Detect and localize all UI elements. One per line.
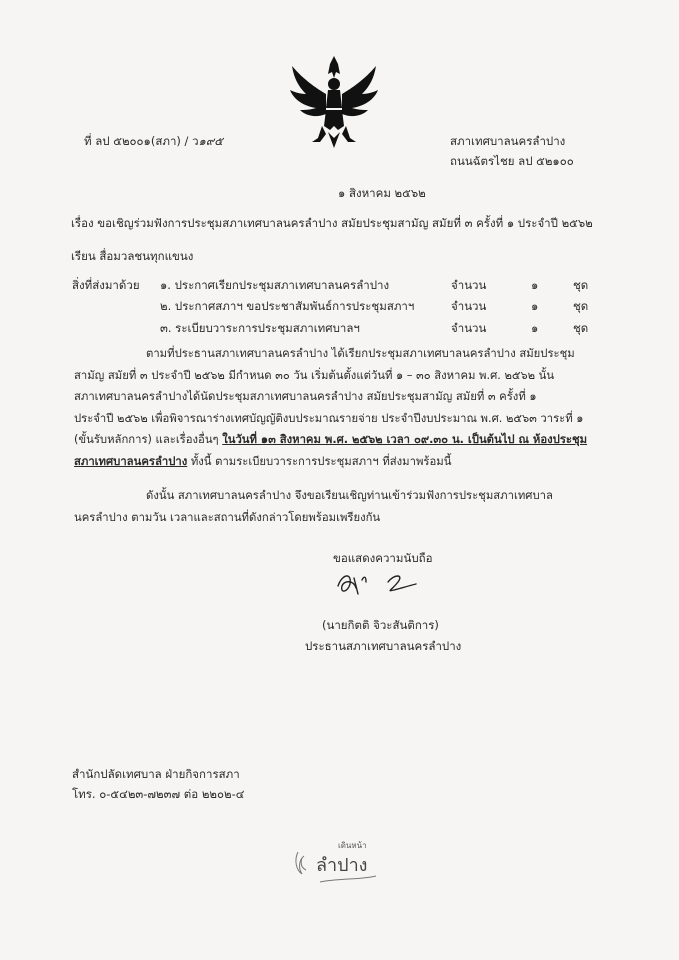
enclosure-item-qty: ๑: [531, 278, 539, 292]
enclosure-item-unit: ชุด: [573, 299, 589, 313]
enclosure-item-text: ๓. ระเบียบวาระการประชุมสภาเทศบาลฯ: [160, 321, 360, 335]
body-paragraph-2: [74, 485, 614, 528]
logo-tagline: เดินหน้า: [338, 841, 367, 850]
document-number: ที่ ลป ๕๒๐๐๑(สภา) / ว๑๙๕: [84, 134, 223, 148]
office-name: สภาเทศบาลนครลำปาง: [450, 134, 566, 148]
body-paragraph-1: [74, 343, 614, 472]
body-line-text: ทั้งนี้ ตามระเบียบวาระการประชุมสภาฯ ที่ส่งมาพร้อมนี้: [187, 454, 452, 468]
signatory-position: ประธานสภาเทศบาลนครลำปาง: [305, 639, 462, 653]
signatory-name: (นายกิตติ จิวะสันติการ): [322, 618, 439, 632]
enclosure-item-qty-label: จำนวน: [451, 278, 487, 292]
body-line: ประจำปี ๒๕๖๒ เพื่อพิจารณาร่างเทศบัญญัติงบประมาณรายจ่าย ประจำปีงบประมาณ พ.ศ. ๒๕๖๓ วาระที่ ๑: [74, 411, 584, 425]
footer-department: สำนักปลัดเทศบาล ฝ่ายกิจการสภา: [72, 767, 240, 781]
body-line: นครลำปาง ตามวัน เวลาและสถานที่ดังกล่าวโดยพร้อมเพรียงกัน: [74, 510, 381, 524]
meeting-datetime-highlight: ในวันที่ ๑๓ สิงหาคม พ.ศ. ๒๕๖๒ เวลา ๐๙.๓๐ น. เป็นต้นไป ณ ห้องประชุม: [222, 433, 588, 446]
office-address: ถนนฉัตรไชย ลป ๕๒๑๐๐: [450, 154, 574, 168]
enclosure-item-qty: ๑: [531, 321, 539, 335]
closing-salutation: ขอแสดงความนับถือ: [333, 551, 433, 565]
body-line-text: (ขั้นรับหลักการ) และเรื่องอื่นๆ: [74, 433, 223, 446]
enclosure-item-unit: ชุด: [573, 321, 589, 335]
signature-icon: [332, 568, 432, 598]
document-date: ๑ สิงหาคม ๒๕๖๒: [338, 186, 426, 200]
enclosure-item-qty: ๑: [531, 299, 539, 313]
footer-phone: โทร. ๐-๕๔๒๓-๗๒๓๗ ต่อ ๒๒๐๒-๔: [72, 787, 245, 801]
body-line: สามัญ สมัยที่ ๓ ประจำปี ๒๕๖๒ มีกำหนด ๓๐ วัน เริ่มต้นตั้งแต่วันที่ ๑ – ๓๐ สิงหาคม พ.ศ. ๒๕๖๒ นั้น: [74, 368, 555, 382]
body-line: ตามที่ประธานสภาเทศบาลนครลำปาง ได้เรียกประชุมสภาเทศบาลนครลำปาง สมัยประชุม: [146, 347, 575, 360]
enclosures-label: สิ่งที่ส่งมาด้วย: [72, 278, 140, 292]
body-line: สภาเทศบาลนครลำปางได้นัดประชุมสภาเทศบาลนครลำปาง สมัยประชุมสามัญ สมัยที่ ๓ ครั้งที่ ๑: [74, 390, 537, 403]
garuda-emblem-icon: [282, 52, 386, 152]
enclosure-item-unit: ชุด: [573, 278, 589, 292]
body-line: [74, 451, 614, 473]
body-line: [74, 429, 614, 451]
body-line: ดังนั้น สภาเทศบาลนครลำปาง จึงขอเรียนเชิญท่านเข้าร่วมฟังการประชุมสภาเทศบาล: [146, 489, 553, 502]
meeting-place-highlight: สภาเทศบาลนครลำปาง: [74, 454, 188, 468]
logo-wordmark: ลำปาง: [316, 855, 368, 876]
enclosure-item-qty-label: จำนวน: [451, 321, 487, 335]
enclosure-item-text: ๑. ประกาศเรียกประชุมสภาเทศบาลนครลำปาง: [160, 278, 390, 292]
enclosure-item-qty-label: จำนวน: [451, 299, 487, 313]
enclosure-item-text: ๒. ประกาศสภาฯ ขอประชาสัมพันธ์การประชุมสภาฯ: [160, 299, 415, 313]
document-subject: เรื่อง ขอเชิญร่วมฟังการประชุมสภาเทศบาลนครลำปาง สมัยประชุมสามัญ สมัยที่ ๓ ครั้งที่ ๑ ประจำปี ๒๕๖๒: [71, 216, 593, 230]
document-recipient: เรียน สื่อมวลชนทุกแขนง: [71, 249, 194, 263]
document-number-handwritten: ๑๙๕: [198, 134, 223, 148]
